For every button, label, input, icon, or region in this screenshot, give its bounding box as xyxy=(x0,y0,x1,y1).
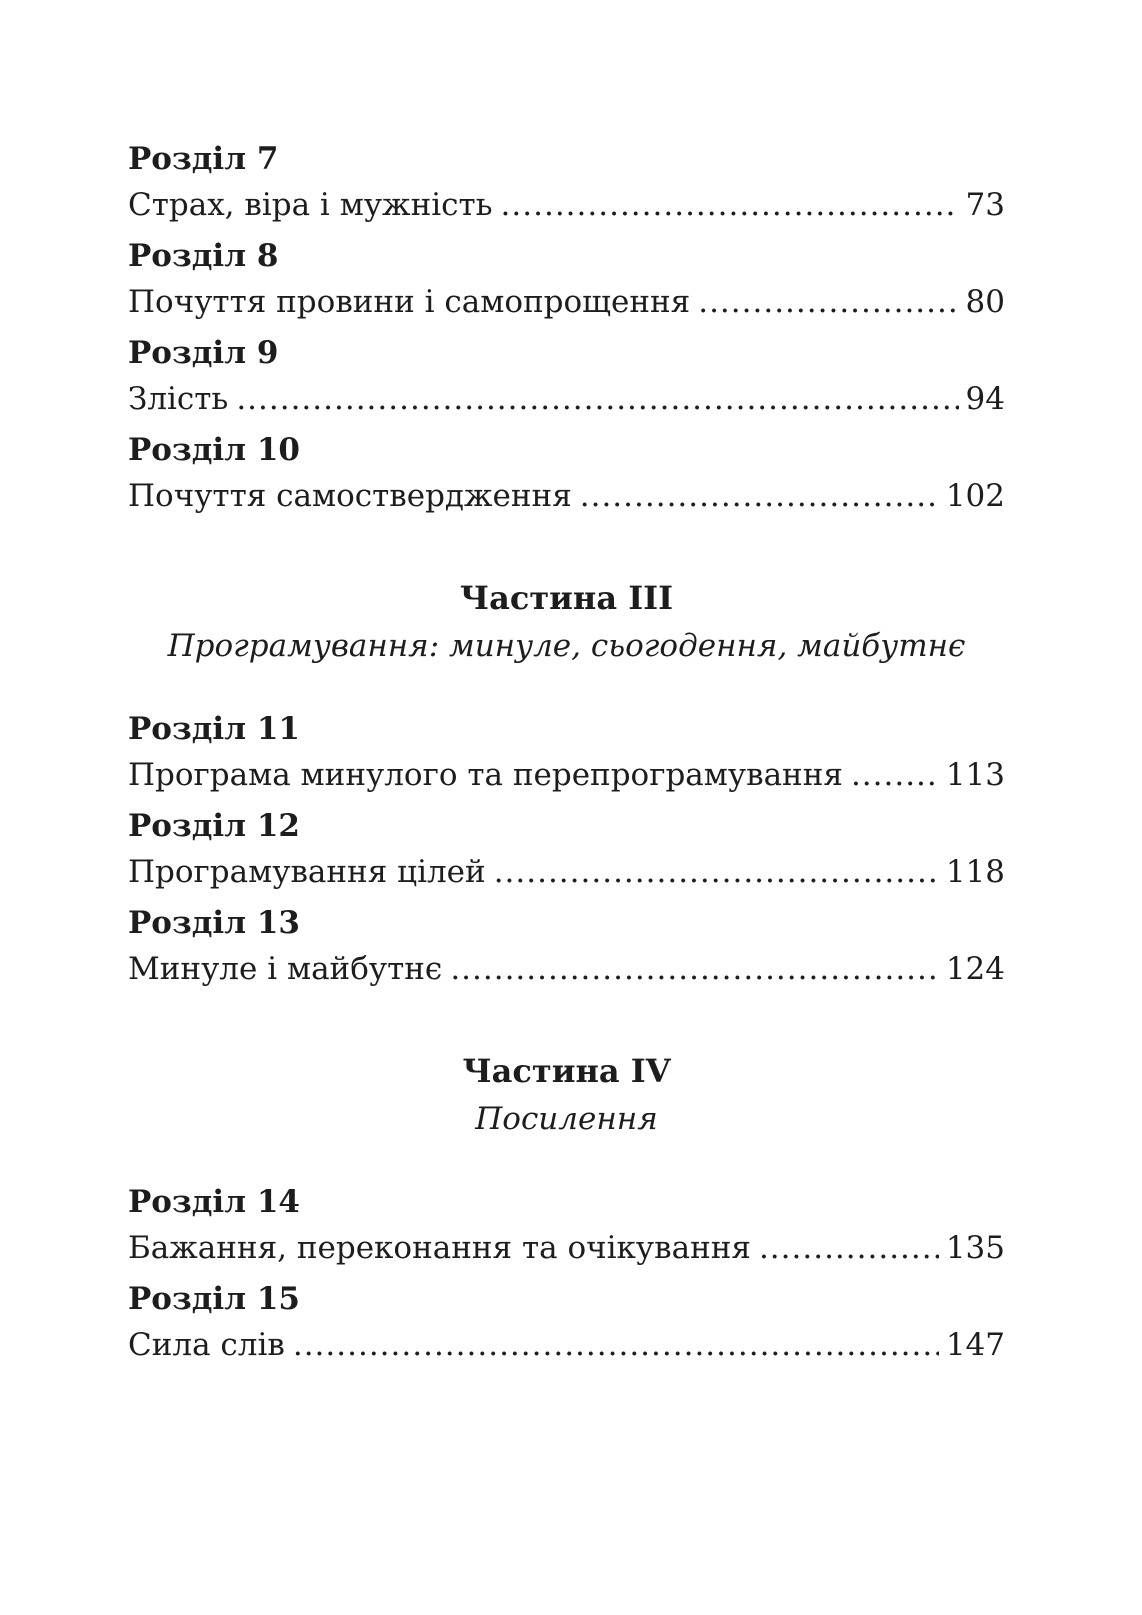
part-subtitle: Посилення xyxy=(475,1101,658,1137)
toc-entry xyxy=(128,182,1005,228)
chapter-heading: Розділ 12 xyxy=(128,808,300,844)
toc-entry xyxy=(128,849,1005,895)
chapter-block xyxy=(128,330,1005,422)
chapter-title: Програмування цілей xyxy=(128,854,486,890)
part-heading: Частина IV xyxy=(462,1052,671,1090)
chapter-block xyxy=(128,136,1005,228)
chapter-heading: Розділ 15 xyxy=(128,1281,300,1317)
chapter-heading: Розділ 10 xyxy=(128,432,300,468)
chapter-block xyxy=(128,1179,1005,1271)
chapter-heading: Розділ 9 xyxy=(128,335,279,371)
dot-leader xyxy=(236,376,958,422)
toc-entry xyxy=(128,946,1005,992)
chapter-title: Страх, віра і мужність xyxy=(128,187,493,223)
chapter-block xyxy=(128,900,1005,992)
chapter-title: Почуття самоствердження xyxy=(128,478,572,514)
chapter-title: Почуття провини і самопрощення xyxy=(128,284,691,320)
dot-leader xyxy=(293,1322,939,1368)
dot-leader xyxy=(759,1225,939,1271)
chapter-heading: Розділ 11 xyxy=(128,711,300,747)
part-heading: Частина III xyxy=(459,579,674,617)
chapter-heading: Розділ 14 xyxy=(128,1184,300,1220)
page-number: 124 xyxy=(945,951,1005,987)
dot-leader xyxy=(851,752,939,798)
toc-entry xyxy=(128,1225,1005,1271)
chapter-block xyxy=(128,803,1005,895)
toc-entry xyxy=(128,1322,1005,1368)
dot-leader xyxy=(450,946,939,992)
dot-leader xyxy=(501,182,959,228)
chapter-title: Програма минулого та перепрограмування xyxy=(128,757,843,793)
page-number: 135 xyxy=(945,1230,1005,1266)
part-block xyxy=(128,1047,1005,1143)
chapter-block xyxy=(128,706,1005,798)
chapter-title: Бажання, переконання та очікування xyxy=(128,1230,751,1266)
chapter-heading: Розділ 7 xyxy=(128,141,279,177)
chapter-block xyxy=(128,233,1005,325)
chapter-heading: Розділ 13 xyxy=(128,905,300,941)
dot-leader xyxy=(698,279,958,325)
page-number: 80 xyxy=(965,284,1005,320)
page-number: 118 xyxy=(945,854,1005,890)
chapter-block xyxy=(128,1276,1005,1368)
dot-leader xyxy=(494,849,939,895)
chapter-title: Злість xyxy=(128,381,229,417)
page-number: 147 xyxy=(945,1327,1005,1363)
toc-entry xyxy=(128,376,1005,422)
dot-leader xyxy=(580,473,939,519)
chapter-block xyxy=(128,427,1005,519)
chapter-title: Сила слів xyxy=(128,1327,285,1363)
part-subtitle: Програмування: минуле, сьогодення, майбутнє xyxy=(167,628,966,664)
page-number: 113 xyxy=(945,757,1005,793)
page-number: 73 xyxy=(965,187,1005,223)
page-number: 94 xyxy=(965,381,1005,417)
chapter-title: Минуле і майбутнє xyxy=(128,951,443,987)
toc-entry xyxy=(128,279,1005,325)
part-block xyxy=(128,574,1005,670)
page-number: 102 xyxy=(945,478,1005,514)
toc-entry xyxy=(128,752,1005,798)
toc-entry xyxy=(128,473,1005,519)
chapter-heading: Розділ 8 xyxy=(128,238,279,274)
